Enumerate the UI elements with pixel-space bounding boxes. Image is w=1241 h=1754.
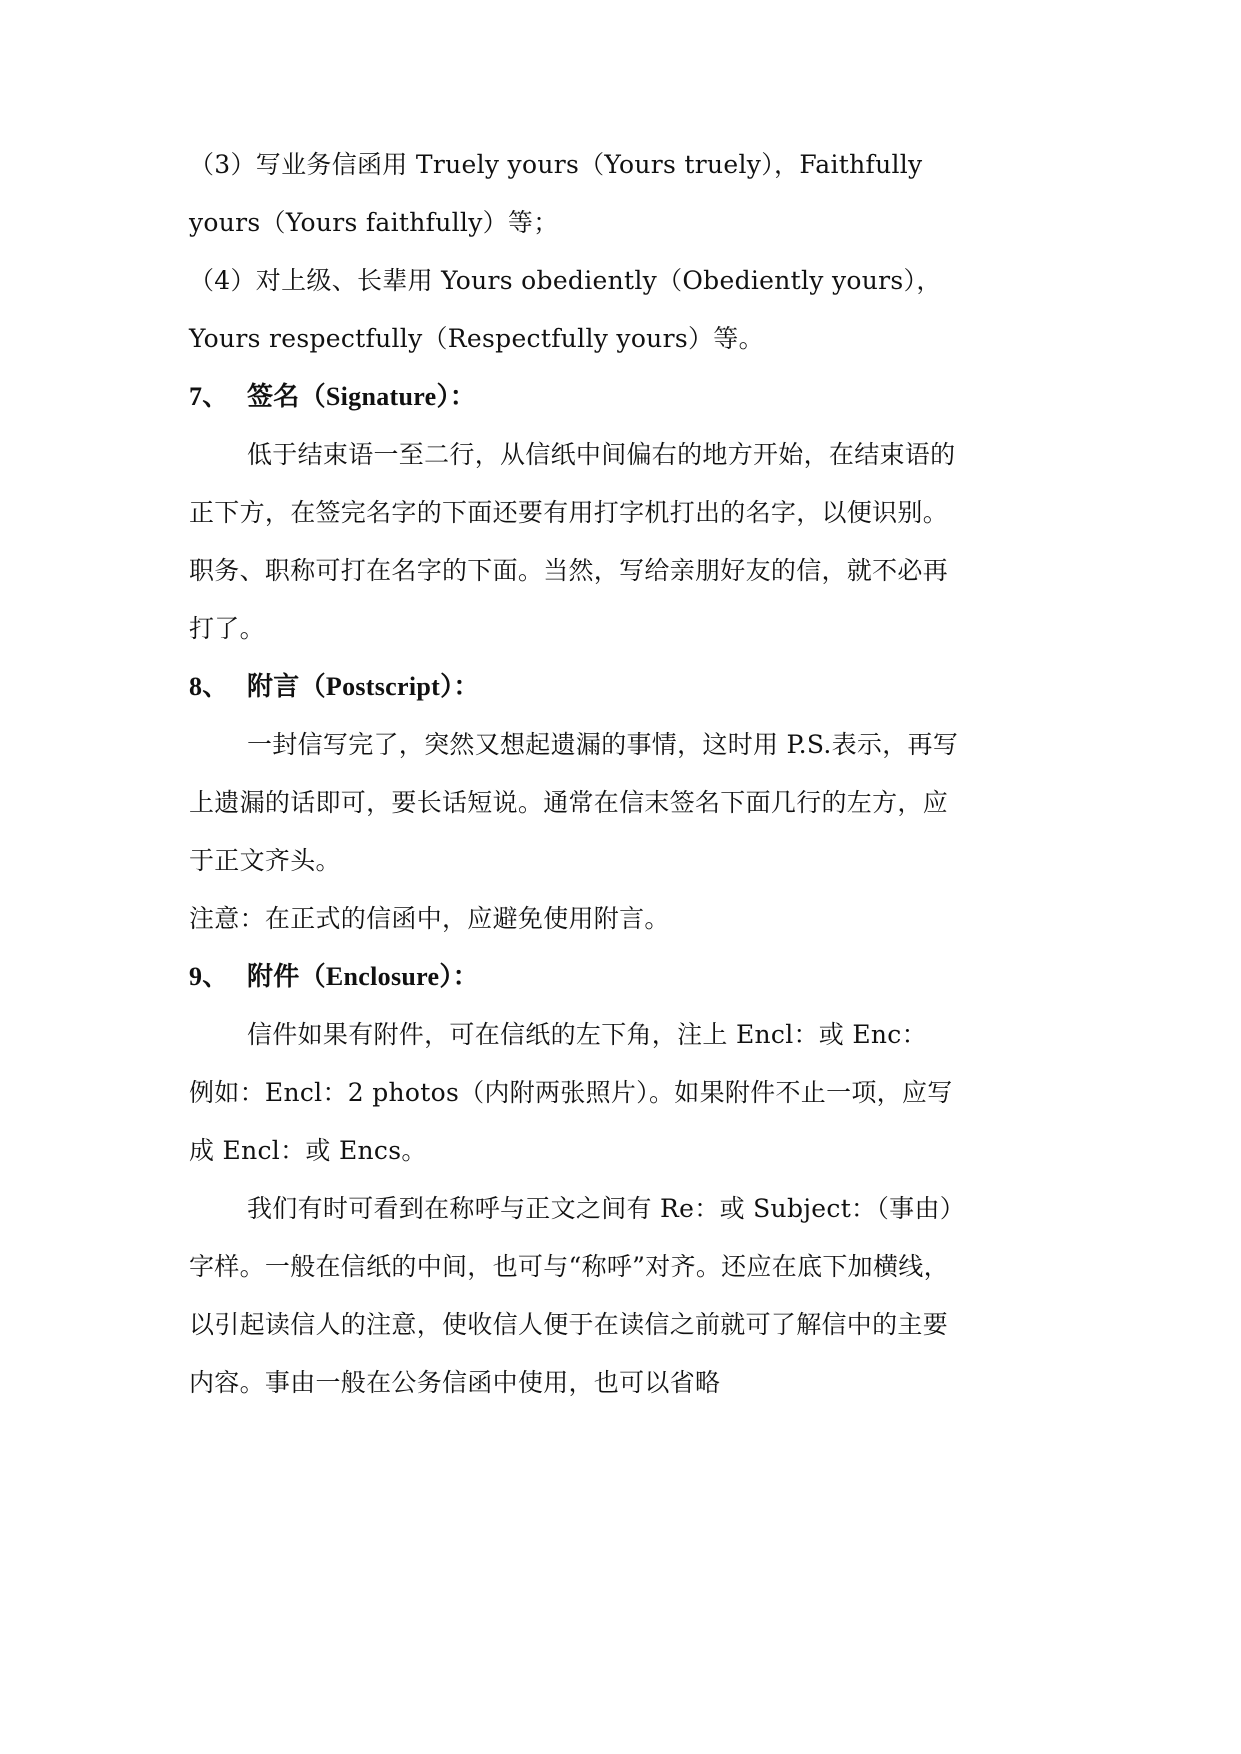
section-number: 8、 (189, 672, 229, 701)
postscript-paragraph-line-3: 于正文齐头。 (189, 846, 341, 875)
enclosure-paragraph-line-1: 信件如果有附件，可在信纸的左下角，注上 Encl：或 Enc： (247, 1020, 927, 1049)
section-title: 附言（Postscript）： (247, 672, 480, 701)
postscript-paragraph-line-2: 上遗漏的话即可，要长话短说。通常在信末签名下面几行的左方，应 (189, 788, 949, 817)
section-heading-enclosure (189, 959, 1069, 995)
subject-paragraph-line-1: 我们有时可看到在称呼与正文之间有 Re：或 Subject：（事由） (247, 1194, 966, 1223)
subject-paragraph-line-2: 字样。一般在信纸的中间，也可与“称呼”对齐。还应在底下加横线， (189, 1252, 949, 1281)
subject-paragraph-line-3: 以引起读信人的注意，使收信人便于在读信之前就可了解信中的主要 (189, 1310, 949, 1339)
subject-paragraph-line-4: 内容。事由一般在公务信函中使用，也可以省略 (189, 1368, 721, 1397)
closing-item-4-line-2: Yours respectfully（Respectfully yours）等。 (189, 324, 764, 353)
closing-item-3-line-1: （3）写业务信函用 Truely yours（Yours truely），Faithfully (189, 150, 923, 179)
section-heading-postscript (189, 669, 1069, 705)
postscript-paragraph-line-1: 一封信写完了，突然又想起遗漏的事情，这时用 P.S.表示，再写 (247, 730, 959, 759)
section-heading-signature (189, 379, 1069, 415)
signature-paragraph-line-2: 正下方，在签完名字的下面还要有用打字机打出的名字，以便识别。 (189, 498, 949, 527)
section-number: 7、 (189, 382, 229, 411)
closing-item-3-line-2: yours（Yours faithfully）等； (189, 208, 559, 237)
postscript-note: 注意：在正式的信函中，应避免使用附言。 (189, 904, 670, 933)
enclosure-paragraph-line-3: 成 Encl：或 Encs。 (189, 1136, 427, 1165)
signature-paragraph-line-3: 职务、职称可打在名字的下面。当然，写给亲朋好友的信，就不必再 (189, 556, 949, 585)
section-number: 9、 (189, 962, 229, 991)
signature-paragraph-line-4: 打了。 (189, 614, 265, 643)
section-title: 附件（Enclosure）： (247, 962, 479, 991)
closing-item-4-line-1: （4）对上级、长辈用 Yours obediently（Obediently yours）， (189, 266, 942, 295)
enclosure-paragraph-line-2: 例如：Encl：2 photos（内附两张照片）。如果附件不止一项，应写 (189, 1078, 953, 1107)
signature-paragraph-line-1: 低于结束语一至二行，从信纸中间偏右的地方开始，在结束语的 (247, 440, 956, 469)
section-title: 签名（Signature）： (247, 382, 477, 411)
